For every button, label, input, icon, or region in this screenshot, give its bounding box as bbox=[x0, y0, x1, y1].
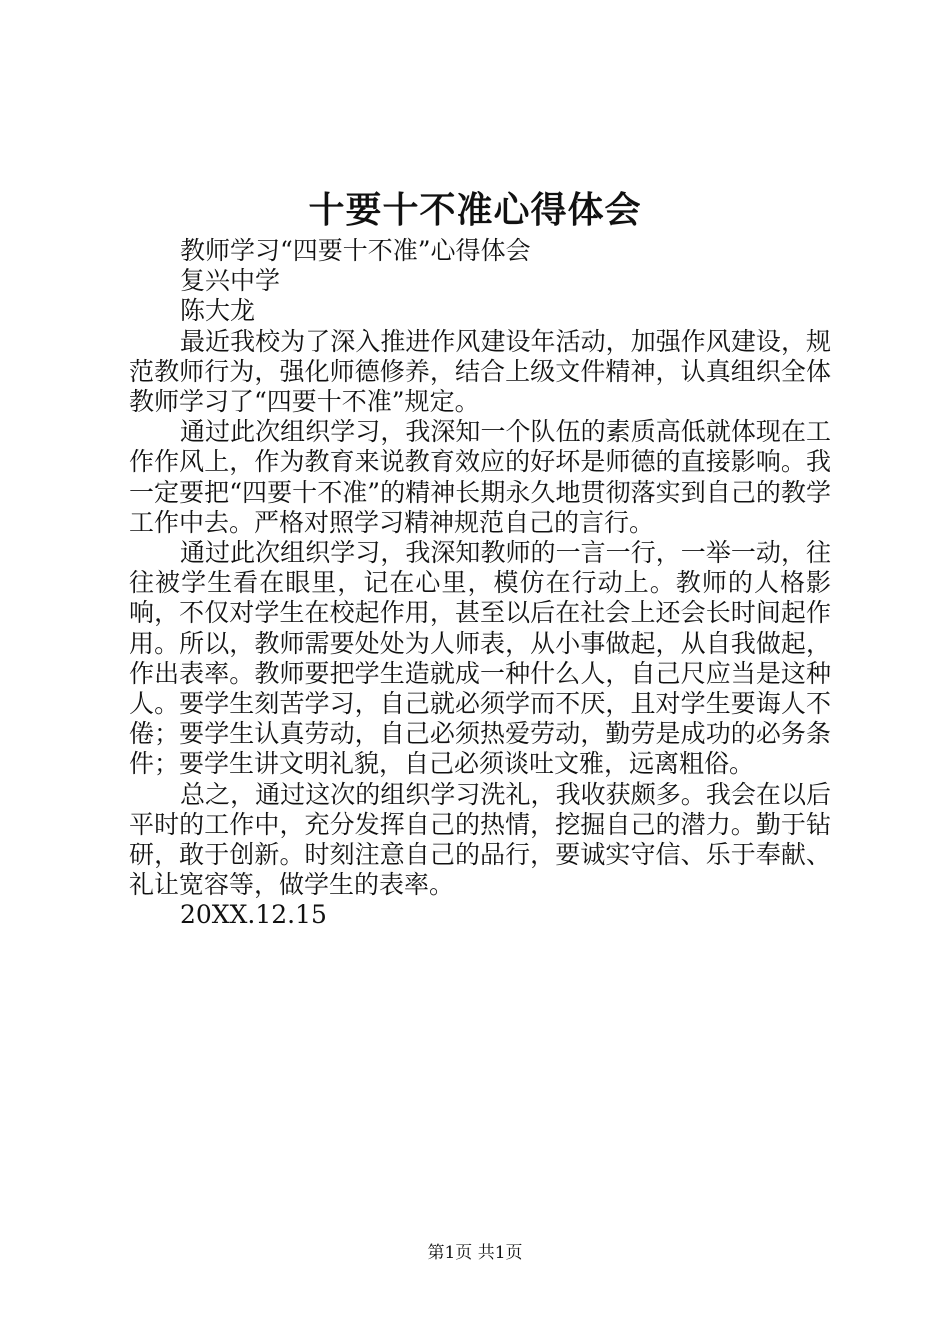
body-paragraph: 通过此次组织学习，我深知一个队伍的素质高低就体现在工作作风上，作为教育来说教育效应的好坏是师德的直接影响。我一定要把“四要十不准”的精神长期永久地贯彻落实到自己的教学工作中去。严格对照学习精神规范自己的言行。 bbox=[129, 417, 831, 537]
document-date: 20XX.12.15 bbox=[180, 900, 327, 930]
school-name: 复兴中学 bbox=[180, 266, 281, 296]
author-name: 陈大龙 bbox=[180, 296, 256, 326]
body-paragraph: 通过此次组织学习，我深知教师的一言一行，一举一动，往往被学生看在眼里，记在心里，模仿在行动上。教师的人格影响，不仅对学生在校起作用，甚至以后在社会上还会长时间起作用。所以，教师需要处处为人师表，从小事做起，从自我做起，作出表率。教师要把学生造就成一种什么人，自己尺应当是这种人。要学生刻苦学习，自己就必须学而不厌，且对学生要诲人不倦；要学生认真劳动，自己必须热爱劳动，勤劳是成功的必务条件；要学生讲文明礼貌，自己必须谈吐文雅，远离粗俗。 bbox=[129, 538, 831, 779]
document-title: 十要十不准心得体会 bbox=[308, 189, 642, 231]
body-paragraph: 最近我校为了深入推进作风建设年活动，加强作风建设，规范教师行为，强化师德修养，结合上级文件精神，认真组织全体教师学习了“四要十不准”规定。 bbox=[129, 326, 831, 417]
body-paragraph: 总之，通过这次的组织学习洗礼，我收获颇多。我会在以后平时的工作中，充分发挥自己的热情，挖掘自己的潜力。勤于钻研，敢于创新。时刻注意自己的品行，要诚实守信、乐于奉献、礼让宽容等，做学生的表率。 bbox=[129, 779, 831, 900]
document-body bbox=[129, 236, 831, 931]
subtitle-line: 教师学习“四要十不准”心得体会 bbox=[180, 236, 531, 265]
page-footer: 第1页 共1页 bbox=[427, 1243, 523, 1263]
